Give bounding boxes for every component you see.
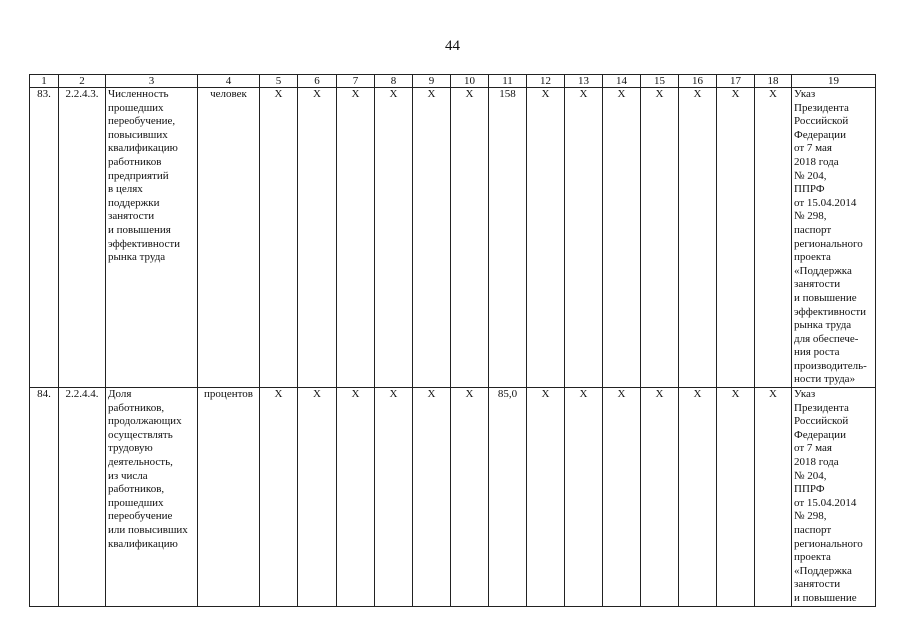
cell-line: квалификацию — [108, 537, 178, 550]
cell-line: эффективности — [108, 237, 181, 250]
cell-line: Российской — [794, 415, 849, 428]
cell-line: осуществлять — [108, 428, 173, 441]
value-cell: Х — [413, 88, 451, 388]
value-cell: Х — [451, 88, 489, 388]
column-header: 5 — [260, 75, 298, 88]
cell-line: № 204, — [794, 469, 827, 482]
value-cell: Х — [413, 388, 451, 607]
cell-line: переобучение — [108, 510, 173, 523]
value-cell: Х — [527, 388, 565, 607]
cell-line: 2018 года — [794, 456, 839, 469]
cell-line: Президента — [794, 101, 849, 114]
cell-line: работников, — [108, 401, 165, 414]
value-cell: Х — [337, 88, 375, 388]
cell-line: от 7 мая — [794, 142, 832, 155]
column-header: 9 — [413, 75, 451, 88]
cell-line: прошедших — [108, 101, 164, 114]
column-header: 16 — [679, 75, 717, 88]
cell-line: 2018 года — [794, 155, 839, 168]
cell-line: от 15.04.2014 — [794, 196, 857, 209]
column-header: 6 — [298, 75, 337, 88]
cell-line: проекта — [794, 251, 831, 264]
source-cell — [792, 88, 876, 388]
cell-line: ния роста — [794, 346, 840, 359]
cell-line: занятости — [108, 210, 155, 223]
cell-line: деятельность, — [108, 456, 173, 469]
value-cell: Х — [755, 88, 792, 388]
column-header: 10 — [451, 75, 489, 88]
cell-line: продолжающих — [108, 415, 182, 428]
value-cell: Х — [717, 88, 755, 388]
cell-line: № 298, — [794, 510, 827, 523]
column-header: 4 — [198, 75, 260, 88]
cell-line: «Поддержка — [794, 564, 852, 577]
row-number-cell: 83. — [30, 88, 59, 388]
indicators-table — [29, 74, 876, 607]
cell-line: повысивших — [108, 128, 168, 141]
column-header: 8 — [375, 75, 413, 88]
value-cell: Х — [717, 388, 755, 607]
value-cell: Х — [679, 88, 717, 388]
cell-line: рынка труда — [794, 319, 852, 332]
cell-line: Указ — [794, 388, 816, 401]
cell-line: занятости — [794, 578, 841, 591]
unit-cell: человек — [198, 88, 260, 388]
column-header: 1 — [30, 75, 59, 88]
cell-line: паспорт — [794, 223, 832, 236]
cell-line: и повышение — [794, 291, 857, 304]
cell-line: и повышение — [794, 591, 857, 604]
cell-line: от 7 мая — [794, 442, 832, 455]
column-header: 2 — [59, 75, 106, 88]
column-header: 14 — [603, 75, 641, 88]
indicator-name-cell — [106, 88, 198, 388]
code-cell: 2.2.4.4. — [59, 388, 106, 607]
value-cell: Х — [451, 388, 489, 607]
cell-line: работников — [108, 155, 162, 168]
cell-line: из числа — [108, 469, 148, 482]
value-cell: Х — [375, 388, 413, 607]
cell-line: трудовую — [108, 442, 153, 455]
cell-line: Доля — [108, 388, 132, 401]
unit-cell: процентов — [198, 388, 260, 607]
cell-line: паспорт — [794, 524, 832, 536]
cell-line: занятости — [794, 278, 841, 291]
cell-line: проекта — [794, 551, 831, 564]
page-number: 44 — [445, 38, 460, 54]
cell-line: работников, — [108, 483, 165, 496]
value-cell: Х — [603, 88, 641, 388]
value-cell: Х — [298, 388, 337, 607]
cell-line: в целях — [108, 183, 143, 196]
cell-line: ППРФ — [794, 183, 825, 196]
column-header: 12 — [527, 75, 565, 88]
column-header: 11 — [489, 75, 527, 88]
cell-line: Федерации — [794, 428, 846, 441]
value-cell: Х — [337, 388, 375, 607]
column-header: 13 — [565, 75, 603, 88]
column-header: 18 — [755, 75, 792, 88]
column-header: 17 — [717, 75, 755, 88]
value-cell: Х — [260, 88, 298, 388]
value-cell: 85,0 — [489, 388, 527, 607]
value-cell: 158 — [489, 88, 527, 388]
value-cell: Х — [755, 388, 792, 607]
cell-line: эффективности — [794, 305, 867, 318]
column-header: 3 — [106, 75, 198, 88]
cell-line: переобучение, — [108, 115, 176, 128]
cell-line: рынка труда — [108, 251, 166, 264]
table-row — [30, 388, 876, 607]
cell-line: и повышения — [108, 223, 171, 236]
code-cell: 2.2.4.3. — [59, 88, 106, 388]
value-cell: Х — [527, 88, 565, 388]
cell-line: Президента — [794, 401, 849, 414]
value-cell: Х — [298, 88, 337, 388]
column-header: 7 — [337, 75, 375, 88]
cell-line: Российской — [794, 115, 849, 128]
cell-line: № 204, — [794, 169, 827, 182]
column-header: 19 — [792, 75, 876, 88]
value-cell: Х — [565, 388, 603, 607]
cell-line: от 15.04.2014 — [794, 496, 857, 509]
table-row — [30, 88, 876, 388]
row-number-cell: 84. — [30, 388, 59, 607]
cell-line: ности труда» — [794, 373, 856, 386]
cell-line: квалификацию — [108, 142, 178, 155]
value-cell: Х — [565, 88, 603, 388]
column-header: 15 — [641, 75, 679, 88]
cell-line: Указ — [794, 88, 816, 100]
cell-line: предприятий — [108, 169, 169, 182]
indicator-name-cell — [106, 388, 198, 607]
cell-line: регионального — [794, 237, 863, 250]
header-row — [30, 75, 876, 88]
cell-line: для обеспече- — [794, 332, 859, 345]
value-cell: Х — [260, 388, 298, 607]
cell-line: ППРФ — [794, 483, 825, 496]
cell-line: «Поддержка — [794, 264, 852, 277]
source-cell — [792, 388, 876, 607]
cell-line: № 298, — [794, 210, 827, 223]
cell-line: Численность — [108, 88, 169, 100]
cell-line: производитель- — [794, 359, 867, 372]
value-cell: Х — [641, 388, 679, 607]
value-cell: Х — [679, 388, 717, 607]
value-cell: Х — [641, 88, 679, 388]
value-cell: Х — [603, 388, 641, 607]
cell-line: регионального — [794, 537, 863, 550]
cell-line: прошедших — [108, 496, 164, 509]
cell-line: Федерации — [794, 128, 846, 141]
cell-line: поддержки — [108, 196, 160, 209]
value-cell: Х — [375, 88, 413, 388]
cell-line: или повысивших — [108, 524, 188, 536]
